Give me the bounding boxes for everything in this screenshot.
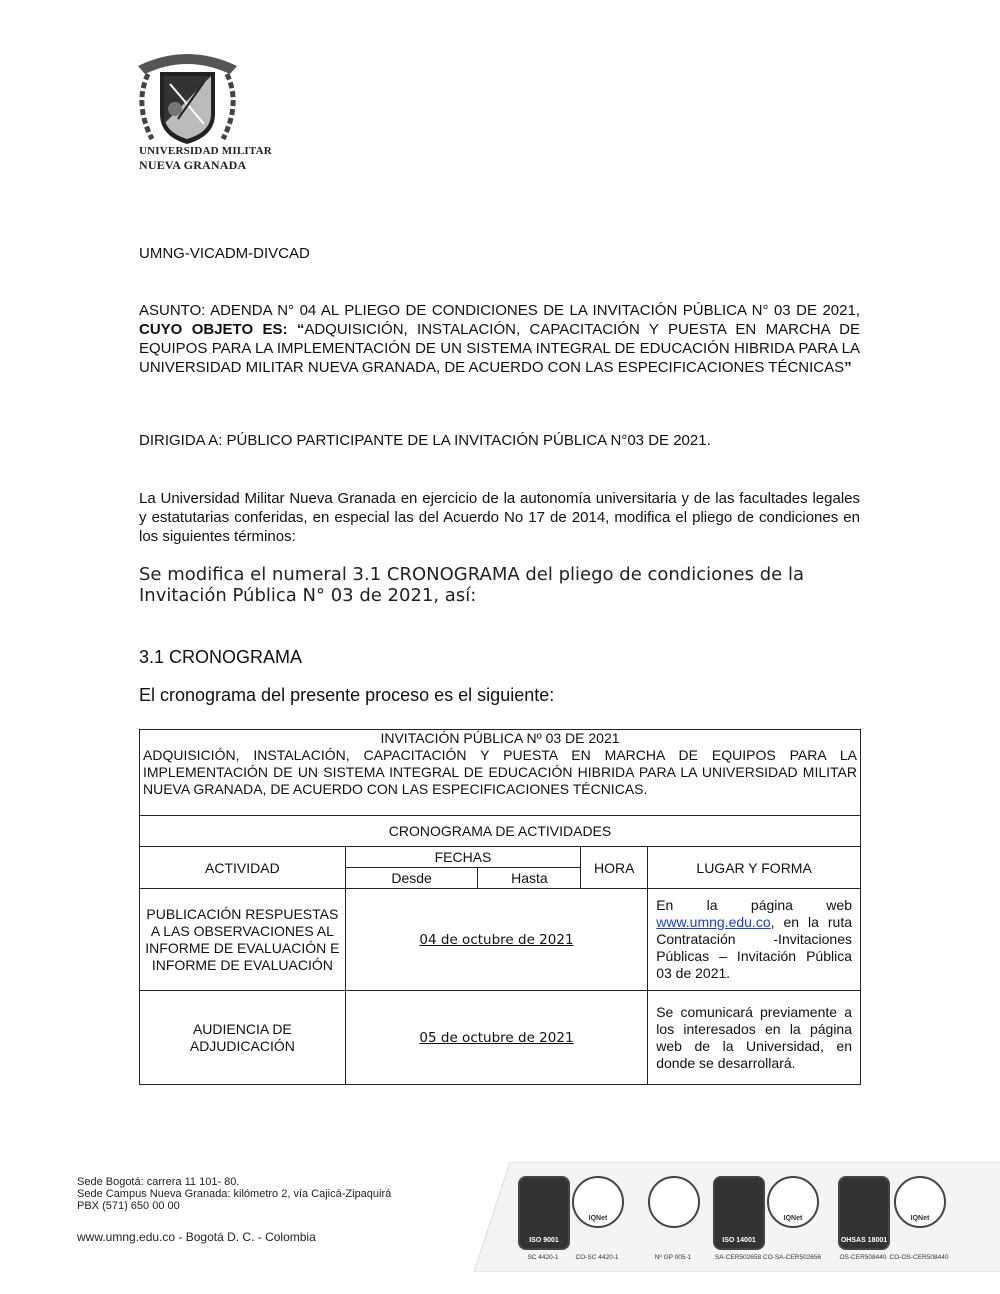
- certification-badge-text: ISO 14001: [722, 1237, 756, 1244]
- addressed-to: DIRIGIDA A: PÚBLICO PARTICIPANTE DE LA INVITACIÓN PÚBLICA N°03 DE 2021.: [139, 432, 711, 449]
- footer-line3: PBX (571) 650 00 00: [77, 1200, 180, 1212]
- table-row: [140, 889, 861, 991]
- modification-statement: Se modifica el numeral 3.1 CRONOGRAMA del pliego de condiciones de la Invitación Pública N° 03 de 2021, así:: [139, 564, 804, 606]
- subject-object: ADQUISICIÓN, INSTALACIÓN, CAPACITACIÓN Y PUESTA EN MARCHA DE EQUIPOS PARA LA IMPLEMENTACIÓN DE UN SISTEMA INTEGRAL DE EDUCACIÓN HIBRIDA PARA LA UNIVERSIDAD MILITAR NUEVA GRANADA, DE ACUERDO CON LAS ESPECIFICACIONES TÉCNICAS: [139, 321, 860, 376]
- section-title: 3.1 CRONOGRAMA: [139, 647, 303, 667]
- subject-paragraph: [139, 301, 860, 377]
- col-lugar: LUGAR Y FORMA: [648, 847, 861, 889]
- row-activity: PUBLICACIÓN RESPUESTAS A LAS OBSERVACIONES AL INFORME DE EVALUACIÓN E INFORME DE EVALUACIÓN: [140, 889, 346, 991]
- activities-header: CRONOGRAMA DE ACTIVIDADES: [140, 816, 861, 847]
- schedule-table: [139, 729, 861, 1085]
- row-date-text: 05 de octubre de 2021: [419, 1030, 574, 1046]
- col-hora: HORA: [581, 847, 648, 889]
- iqnet-icon: [572, 1176, 624, 1228]
- footer-line2: Sede Campus Nueva Granada: kilómetro 2, vía Cajicá-Zipaquirá: [77, 1188, 392, 1200]
- iqnet-icon: [894, 1176, 946, 1228]
- document-reference: UMNG-VICADM-DIVCAD: [139, 245, 310, 262]
- certification-code: CO-OS-CER508440: [889, 1254, 949, 1261]
- col-fechas: FECHAS: [345, 847, 581, 868]
- row-place: Se comunicará previamente a los interesados en la página web de la Universidad, en donde se desarrollará.: [648, 991, 861, 1085]
- certification-badge-text: ISO 9001: [529, 1237, 559, 1244]
- footer-line1: Sede Bogotá: carrera 11 101- 80.: [77, 1176, 240, 1188]
- certification-badge-text: OHSAS 18001: [840, 1237, 888, 1244]
- logo-motto: SCIENTIAE PATRIAE FAMILIAE: [150, 47, 263, 53]
- row-date: [345, 991, 647, 1085]
- subject-bold: CUYO OBJETO ES: “: [139, 321, 305, 338]
- logo-line2: NUEVA GRANADA: [139, 158, 247, 172]
- certification-code: CO-SA-CER502656: [762, 1254, 822, 1261]
- icontec-iso9001-icon: [518, 1176, 570, 1250]
- table-row: [140, 991, 861, 1085]
- intro-paragraph: La Universidad Militar Nueva Granada en ejercicio de la autonomía universitaria y de las facultades legales y estatutarias conferidas, en especial las del Acuerdo No 17 de 2014, modifica el pliego de condiciones en los siguientes términos:: [139, 490, 860, 545]
- certification-badge-text: IQNet: [783, 1215, 803, 1222]
- table-object: ADQUISICIÓN, INSTALACIÓN, CAPACITACIÓN Y PUESTA EN MARCHA DE EQUIPOS PARA LA IMPLEMENTACIÓN DE UN SISTEMA INTEGRAL DE EDUCACIÓN HIBRIDA PARA LA UNIVERSIDAD MILITAR NUEVA GRANADA, DE ACUERDO CON LAS ESPECIFICACIONES TÉCNICAS.: [143, 747, 857, 797]
- gp-colombia-icon: [648, 1176, 700, 1228]
- certification-badge-text: IQNet: [588, 1215, 608, 1222]
- col-desde: Desde: [345, 868, 478, 889]
- row-place: [648, 889, 861, 991]
- icontec-iso14001-icon: [713, 1176, 765, 1250]
- row-place-pre: En la página web: [656, 897, 852, 913]
- certification-badge-text: IQNet: [910, 1215, 930, 1222]
- row-date: [345, 889, 647, 991]
- iqnet-icon: [767, 1176, 819, 1228]
- subject-prefix: ASUNTO: ADENDA N° 04 AL PLIEGO DE CONDICIONES DE LA INVITACIÓN PÚBLICA N° 03 DE 2021,: [139, 302, 860, 319]
- footer-address: [77, 1176, 391, 1212]
- certification-code: CO-SC 4420-1: [575, 1254, 619, 1261]
- subject-close: ”: [844, 359, 852, 376]
- logo-line1: UNIVERSIDAD MILITAR: [139, 145, 272, 157]
- row-date-text: 04 de octubre de 2021: [419, 932, 574, 948]
- col-hasta: Hasta: [478, 868, 581, 889]
- certification-code: OS-CER508440: [839, 1254, 887, 1261]
- footer-website: www.umng.edu.co - Bogotá D. C. - Colombia: [77, 1230, 316, 1244]
- umng-website-link[interactable]: www.umng.edu.co: [656, 914, 771, 930]
- table-title-cell: [140, 730, 861, 816]
- certification-code: SA-CER502658: [714, 1254, 762, 1261]
- table-title: INVITACIÓN PÚBLICA Nº 03 DE 2021: [380, 730, 620, 746]
- icontec-ohsas18001-icon: [838, 1176, 890, 1250]
- certification-code: Nº GP 005-1: [654, 1254, 692, 1261]
- col-actividad: ACTIVIDAD: [140, 847, 346, 889]
- row-place-post: , en la ruta Contratación -Invitaciones Públicas – Invitación Pública 03 de 2021.: [656, 914, 852, 981]
- row-activity: AUDIENCIA DE ADJUDICACIÓN: [140, 991, 346, 1085]
- schedule-intro: El cronograma del presente proceso es el siguiente:: [139, 685, 555, 705]
- certification-code: SC 4420-1: [527, 1254, 559, 1261]
